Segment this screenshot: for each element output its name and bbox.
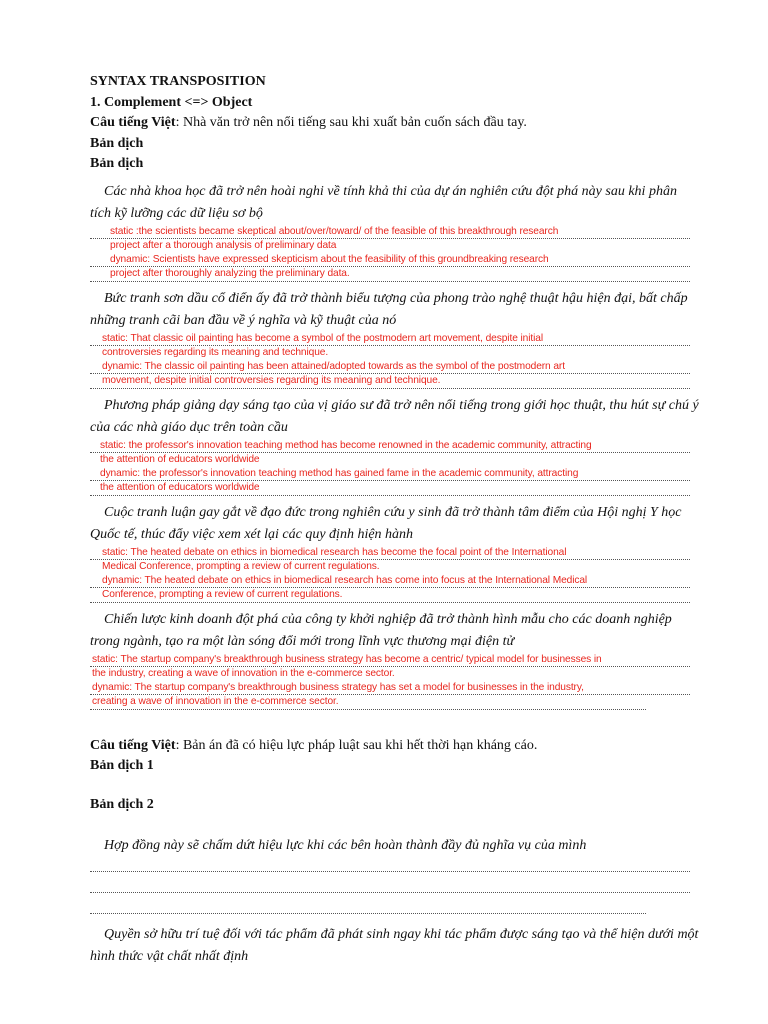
- dotted-line: [90, 709, 646, 710]
- vietnamese-sentence: Cuộc tranh luận gay gắt về đạo đức trong nghiên cứu y sinh đã trở thành tâm điểm của Hội nghị Y học Quốc tế, thúc đẩy việc xem xét lại các quy định hiện hành: [90, 504, 682, 542]
- vietnamese-sentence: Các nhà khoa học đã trở nên hoài nghi về tính khả thi của dự án nghiên cứu đột phá này sau khi phân tích kỹ lưỡng các dữ liệu sơ bộ: [90, 183, 677, 221]
- answer-area[interactable]: [90, 439, 700, 496]
- exercise-item-1: [90, 181, 700, 282]
- dynamic-answer-line-1: dynamic: The startup company's breakthrough business strategy has set a model for businesses in the industry,: [92, 681, 584, 693]
- vietnamese-sentence: Hợp đồng này sẽ chấm dứt hiệu lực khi các bên hoàn thành đầy đủ nghĩa vụ của mình: [104, 838, 587, 853]
- exercise-item-4: [90, 502, 700, 603]
- source-label: Câu tiếng Việt: [90, 737, 176, 753]
- dotted-line: [90, 913, 646, 914]
- exercise-item-3: [90, 395, 700, 496]
- dynamic-answer-line-1: dynamic: Scientists have expressed skepticism about the feasibility of this groundbreaking research: [110, 253, 549, 265]
- answer-area[interactable]: [90, 653, 700, 710]
- static-answer-line-1: static: That classic oil painting has become a symbol of the postmodern art movement, despite initial: [102, 332, 544, 344]
- dotted-line: [90, 495, 690, 496]
- dynamic-answer-line-1: dynamic: the professor's innovation teaching method has gained fame in the academic community, attracting: [100, 467, 579, 479]
- source-sentence-1: [90, 113, 700, 134]
- section-subtitle: 1. Complement <=> Object: [90, 94, 253, 110]
- dotted-line: [90, 281, 690, 282]
- static-answer-line-1: static: The heated debate on ethics in biomedical research has become the focal point of the International: [102, 546, 567, 558]
- static-answer-line-1: static: the professor's innovation teaching method has become renowned in the academic community, attracting: [100, 439, 592, 451]
- static-answer-line-2: the attention of educators worldwide: [100, 454, 260, 465]
- answer-area[interactable]: [90, 332, 700, 389]
- source-text: : Bản án đã có hiệu lực pháp luật sau khi hết thời hạn kháng cáo.: [175, 737, 538, 753]
- dotted-line: [90, 388, 690, 389]
- source-label: Câu tiếng Việt: [90, 115, 176, 130]
- vietnamese-sentence: Chiến lược kinh doanh đột phá của công ty khởi nghiệp đã trở thành hình mẫu cho các doanh nghiệp trong ngành, tạo ra một làn sóng đổi mới trong lĩnh vực thương mại điện tử: [90, 611, 672, 649]
- translation-heading-2: Bản dịch 2: [90, 796, 154, 812]
- dynamic-answer-line-1: dynamic: The heated debate on ethics in biomedical research has come into focus at the International Medical: [102, 574, 588, 586]
- vietnamese-sentence: Bức tranh sơn dầu cổ điển ấy đã trở thành biểu tượng của phong trào nghệ thuật hậu hiện đại, bất chấp những tranh cãi ban đầu về ý nghĩa và kỹ thuật của nó: [90, 290, 688, 328]
- translation-heading-a: Bản dịch: [90, 135, 144, 151]
- answer-area[interactable]: [90, 546, 700, 603]
- exercise-item-5: [90, 609, 700, 710]
- source-sentence-2: [90, 736, 700, 757]
- vietnamese-sentence: Quyền sở hữu trí tuệ đối với tác phẩm đã phát sinh ngay khi tác phẩm được sáng tạo và thể hiện dưới một hình thức vật chất nhất định: [90, 927, 699, 964]
- answer-area[interactable]: [90, 871, 700, 914]
- dynamic-answer-line-2: creating a wave of innovation in the e-commerce sector.: [92, 696, 339, 707]
- dotted-line: [90, 892, 690, 893]
- translation-heading-1: Bản dịch 1: [90, 758, 154, 773]
- vietnamese-sentence: Phương pháp giảng dạy sáng tạo của vị giáo sư đã trở nên nổi tiếng trong giới học thuật, thu hút sự chú ý của các nhà giáo dục trên toàn cầu: [90, 397, 699, 435]
- dynamic-answer-line-2: the attention of educators worldwide: [100, 482, 260, 493]
- document-title: SYNTAX TRANSPOSITION: [90, 74, 266, 89]
- dynamic-answer-line-2: Conference, prompting a review of current regulations.: [102, 589, 343, 600]
- static-answer-line-2: Medical Conference, prompting a review of current regulations.: [102, 561, 380, 572]
- exercise-item-7: [90, 924, 700, 968]
- dynamic-answer-line-1: dynamic: The classic oil painting has been attained/adopted towards as the symbol of the postmodern art: [102, 360, 565, 372]
- exercise-item-6: [90, 835, 700, 914]
- dynamic-answer-line-2: project after thoroughly analyzing the preliminary data.: [110, 268, 350, 279]
- dotted-line: [90, 602, 690, 603]
- static-answer-line-1: static: The startup company's breakthrough business strategy has become a centric/ typical model for businesses in: [92, 653, 602, 665]
- source-text: : Nhà văn trở nên nổi tiếng sau khi xuất bản cuốn sách đầu tay.: [175, 115, 527, 130]
- static-answer-line-1: static :the scientists became skeptical about/over/toward/ of the feasible of this breakthrough research: [110, 225, 559, 237]
- dotted-line: [90, 871, 690, 872]
- static-answer-line-2: controversies regarding its meaning and technique.: [102, 347, 329, 358]
- translation-heading-b: Bản dịch: [90, 156, 144, 171]
- exercise-item-2: [90, 288, 700, 389]
- answer-area[interactable]: [90, 225, 700, 282]
- static-answer-line-2: project after a thorough analysis of preliminary data: [110, 240, 337, 251]
- dynamic-answer-line-2: movement, despite initial controversies regarding its meaning and technique.: [102, 375, 441, 386]
- document-page: [90, 72, 700, 968]
- static-answer-line-2: the industry, creating a wave of innovation in the e-commerce sector.: [92, 668, 395, 679]
